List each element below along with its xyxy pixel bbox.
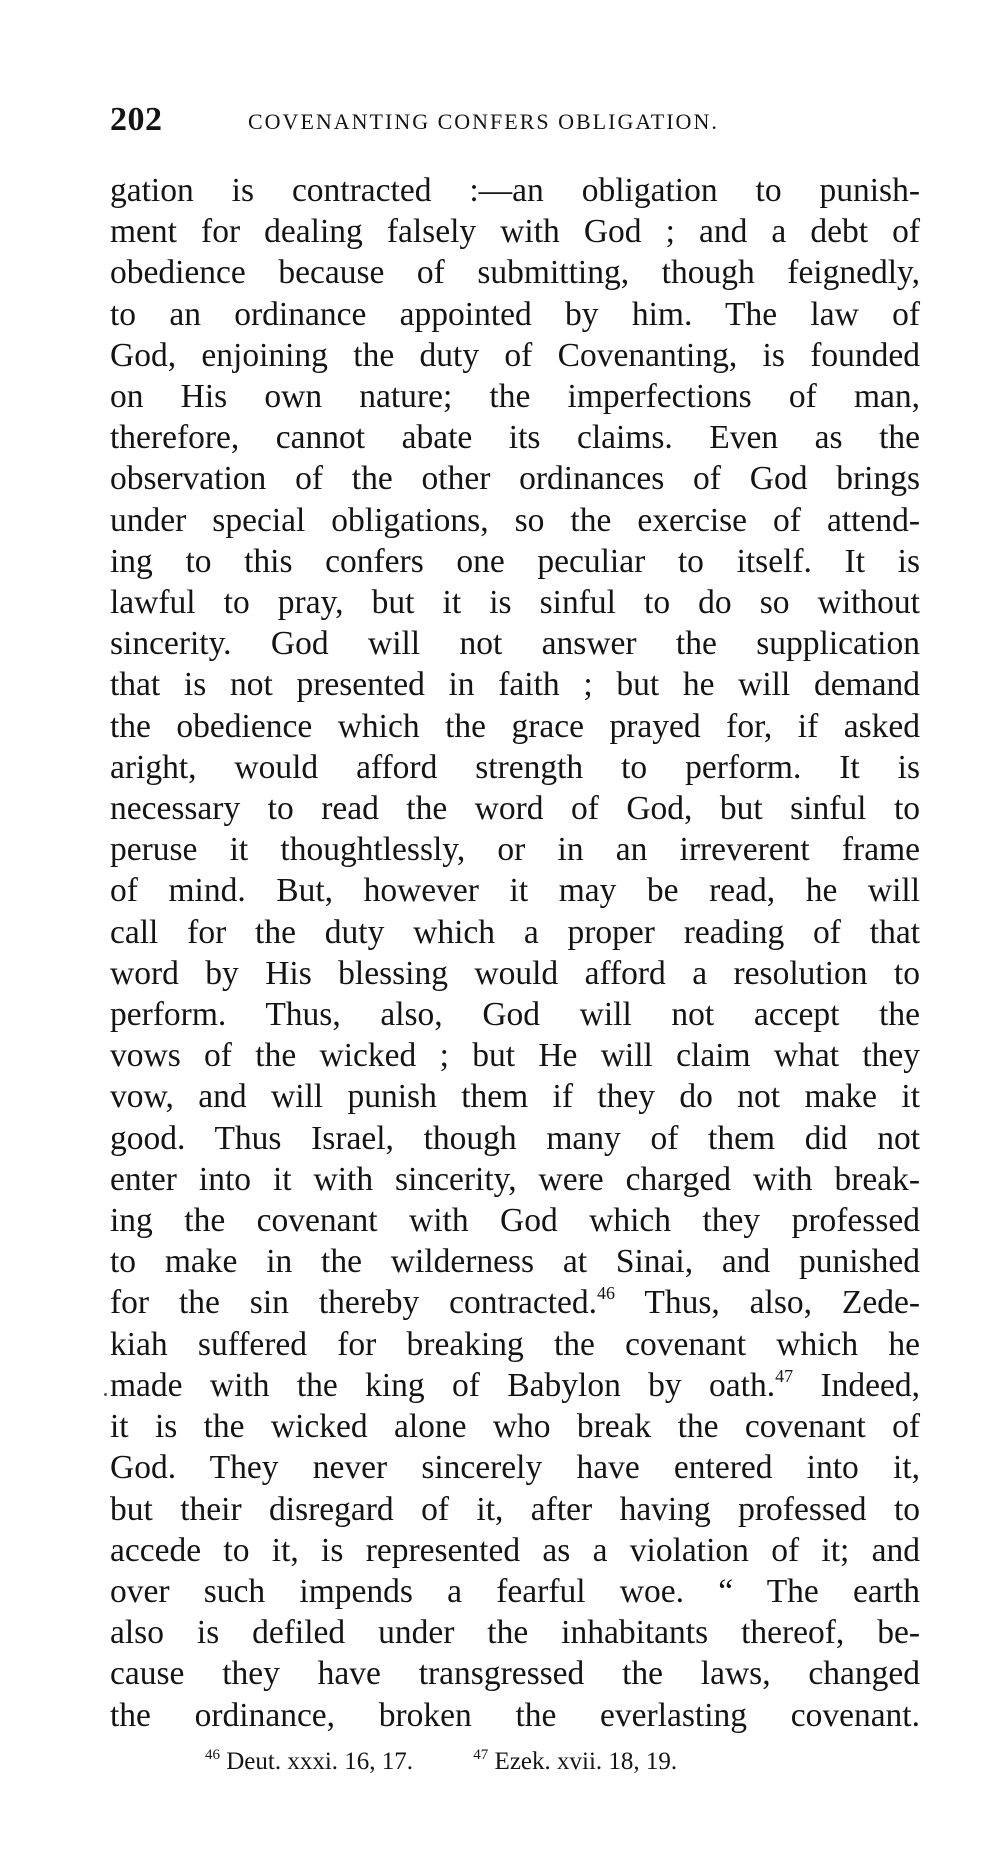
text-line: obedience because of submitting, though feignedly, xyxy=(110,254,920,292)
footnote-46 xyxy=(205,1744,413,1780)
footnotes xyxy=(205,1744,905,1780)
text-line: the obedience which the grace prayed for, if asked xyxy=(110,707,920,745)
footnote-text: Ezek. xvii. 18, 19. xyxy=(488,1748,678,1775)
footnote-text: Deut. xxxi. 16, 17. xyxy=(220,1748,414,1775)
text-line: under special obligations, so the exercise of attend- xyxy=(110,501,920,539)
text-line: observation of the other ordinances of God brings xyxy=(110,460,920,498)
text-line: word by His blessing would afford a resolution to xyxy=(110,954,920,992)
footnote-ref-46: 46 xyxy=(597,1283,616,1304)
text-line: ing to this confers one peculiar to itself. It is xyxy=(110,542,920,580)
text-line: God. They never sincerely have entered into it, xyxy=(110,1449,920,1487)
text-line: enter into it with sincerity, were charged with break- xyxy=(110,1160,920,1198)
text-line: peruse it thoughtlessly, or in an irreverent frame xyxy=(110,831,920,869)
text-line: perform. Thus, also, God will not accept the xyxy=(110,996,920,1034)
text-line: God, enjoining the duty of Covenanting, is founded xyxy=(110,336,920,374)
footnote-mark: 46 xyxy=(205,1747,220,1763)
text-line: call for the duty which a proper reading of that xyxy=(110,913,920,951)
text-line: over such impends a fearful woe. “ The earth xyxy=(110,1572,920,1610)
footnote-mark: 47 xyxy=(473,1747,489,1763)
body-text xyxy=(110,170,920,1736)
text-line: the ordinance, broken the everlasting covenant. xyxy=(110,1696,920,1734)
text-line: lawful to pray, but it is sinful to do so without xyxy=(110,584,920,622)
text-line xyxy=(110,1365,920,1406)
running-title: COVENANTING CONFERS OBLIGATION. xyxy=(248,109,719,134)
text-line: it is the wicked alone who break the covenant of xyxy=(110,1408,920,1446)
text-line: vow, and will punish them if they do not make it xyxy=(110,1078,920,1116)
text-line: to make in the wilderness at Sinai, and punished xyxy=(110,1243,920,1281)
page-number: 202 xyxy=(110,101,163,138)
footnote-47 xyxy=(473,1744,677,1780)
text-line: gation is contracted :—an obligation to punish- xyxy=(110,172,920,209)
text-line: to an ordinance appointed by him. The law of xyxy=(110,295,920,333)
print-speck xyxy=(104,1393,107,1396)
text-line: kiah suffered for breaking the covenant which he xyxy=(110,1325,920,1363)
text-fragment: for the sin thereby contracted. xyxy=(110,1284,598,1322)
text-line: sincerity. God will not answer the supplication xyxy=(110,625,920,663)
text-line: of mind. But, however it may be read, he will xyxy=(110,872,920,910)
text-line: also is defiled under the inhabitants thereof, be- xyxy=(110,1614,920,1652)
text-line: that is not presented in faith ; but he will demand xyxy=(110,666,920,704)
text-line: therefore, cannot abate its claims. Even as the xyxy=(110,419,920,457)
text-line: ment for dealing falsely with God ; and a debt of xyxy=(110,213,920,251)
footnote-ref-47: 47 xyxy=(775,1365,794,1386)
text-fragment: Indeed, xyxy=(793,1366,920,1404)
text-line: but their disregard of it, after having professed to xyxy=(110,1490,920,1528)
text-line: cause they have transgressed the laws, changed xyxy=(110,1655,920,1693)
text-line: ing the covenant with God which they professed xyxy=(110,1202,920,1240)
text-line: necessary to read the word of God, but sinful to xyxy=(110,790,920,828)
page-header xyxy=(110,100,890,140)
text-fragment: made with the king of Babylon by oath. xyxy=(110,1366,776,1404)
text-line: aright, would afford strength to perform. It is xyxy=(110,748,920,786)
text-line: on His own nature; the imperfections of man, xyxy=(110,378,920,416)
text-line: vows of the wicked ; but He will claim what they xyxy=(110,1037,920,1075)
text-line: good. Thus Israel, though many of them did not xyxy=(110,1119,920,1157)
text-line: accede to it, is represented as a violation of it; and xyxy=(110,1531,920,1569)
text-fragment: Thus, also, Zede- xyxy=(615,1284,920,1322)
text-line xyxy=(110,1282,920,1323)
